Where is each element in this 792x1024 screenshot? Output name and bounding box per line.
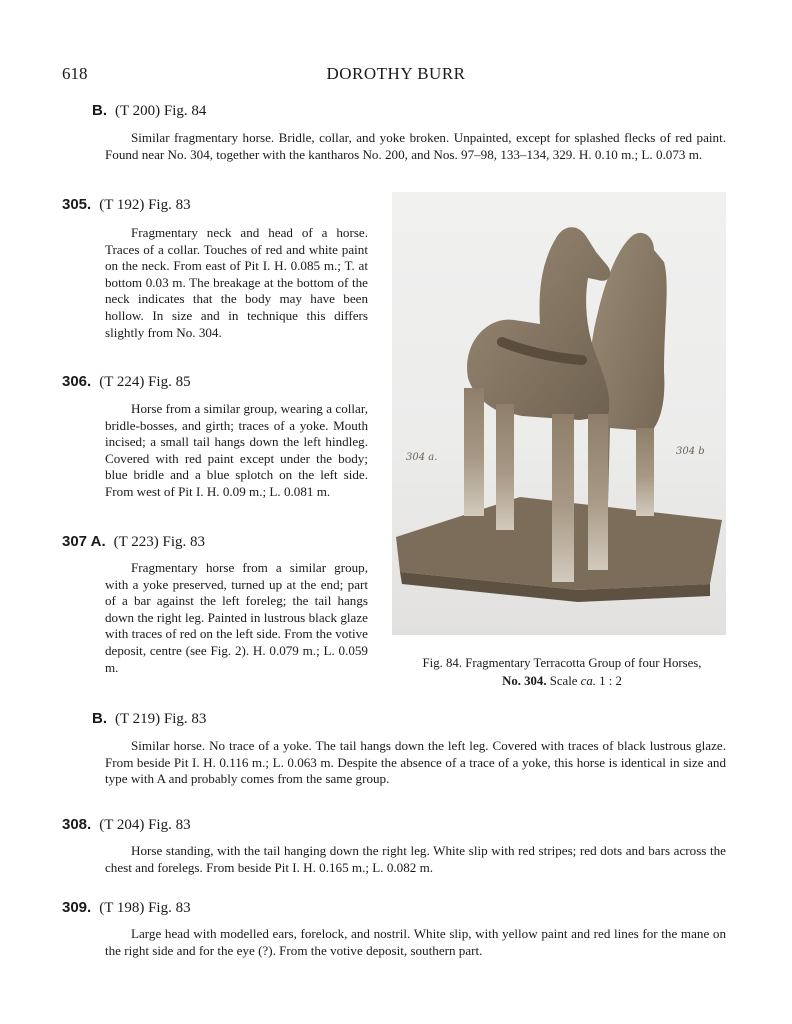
text-line: hollow. In size and in technique this <box>105 307 326 323</box>
caption-ratio: 1 : 2 <box>599 674 622 688</box>
text-line: west of Pit I. H. 0.09 m.; L. 0.081 m. <box>136 483 331 499</box>
text-line: The breakage at the bottom of the neck <box>105 274 368 307</box>
entry-ref: (T 192) Fig. 83 <box>99 197 191 213</box>
entry-heading <box>62 373 191 391</box>
entry-heading <box>92 710 206 728</box>
figure-photo <box>392 192 726 635</box>
entry-ref: (T 198) Fig. 83 <box>99 900 191 916</box>
text-line: yoke. Mouth incised; a small tail hangs <box>105 417 369 450</box>
entry-text <box>105 225 368 341</box>
entry-number: 305. <box>62 196 92 213</box>
text-line: group, with a yoke preserved, turned up <box>105 560 368 592</box>
running-head: DOROTHY BURR <box>326 64 466 83</box>
text-line: differs slightly from No. 304. <box>105 307 368 340</box>
caption-ca: ca. <box>580 674 596 688</box>
text-line: of Pit I. H. 0.085 m.; T. at bottom 0.03 m. <box>105 258 368 290</box>
text-line: collar, bridle-bosses, and girth; traces of a <box>105 401 368 433</box>
text-line: 133–134, 329. H. 0.10 m.; L. 0.073 m. <box>500 146 703 162</box>
text-line: dots and bars across the chest and forelegs. From beside Pit I. H. 0.165 m.; L. 0.082 m. <box>105 843 726 875</box>
text-line: horse. Traces of a collar. Touches of red <box>105 225 368 257</box>
caption-number: No. 304. <box>502 674 547 688</box>
text-line: Horse from a similar group, wearing a <box>131 401 333 416</box>
text-line: deposit, centre (see Fig. 2). H. 0.079 m.; <box>105 642 320 658</box>
text-line: and white paint on the neck. From east <box>105 241 368 274</box>
figure-caption <box>392 654 732 690</box>
entry-ref: (T 200) Fig. 84 <box>115 103 207 119</box>
caption-line: Fig. 84. Fragmentary Terracotta Group of four Horses, <box>422 656 702 670</box>
text-line: and a blue splotch on the left side. From <box>105 467 368 499</box>
text-line: L. 0.059 m. <box>105 642 368 675</box>
entry-heading <box>62 196 191 214</box>
text-line: Fragmentary horse from a similar <box>131 560 327 575</box>
text-line: Painted in lustrous black glaze with traces <box>105 609 368 642</box>
entry-number: 309. <box>62 899 92 916</box>
text-line: black lustrous glaze. From beside Pit I. H. 0.116 m.; L. 0.063 m. Despite the absence of a trace <box>105 738 726 770</box>
entry-text <box>105 843 726 876</box>
text-line: Horse standing, with the tail hanging down the right leg. White slip with red stripes; red <box>131 843 597 858</box>
entry-text <box>105 130 726 163</box>
entry-number: 308. <box>62 816 92 833</box>
text-line: of a yoke, this horse is identical in size and type with A and probably comes from the same group. <box>105 754 726 787</box>
entry-number: B. <box>92 710 107 727</box>
entry-text <box>105 401 368 501</box>
text-line: of red on the left side. From the votive <box>165 626 368 642</box>
entry-text <box>105 926 726 959</box>
entry-heading <box>62 816 191 834</box>
entry-ref: (T 224) Fig. 85 <box>99 374 191 390</box>
text-line: foreleg; the tail hangs down the right leg. <box>105 593 368 625</box>
entry-text <box>105 738 726 788</box>
entry-number: 306. <box>62 373 92 390</box>
entry-ref: (T 223) Fig. 83 <box>113 534 206 550</box>
terracotta-horses-illustration <box>392 192 726 635</box>
text-line: lines for the mane on the right side and for the eye (?). From the votive deposit, southern part. <box>105 926 726 958</box>
page-number: 618 <box>62 64 88 83</box>
entry-heading <box>62 899 191 917</box>
entry-heading <box>92 102 206 120</box>
entry-text <box>105 560 368 676</box>
text-line: Fragmentary neck and head of a <box>131 225 328 240</box>
text-line: flecks of red paint. Found near No. 304, together with the kantharos No. 200, and Nos. 97–98, <box>105 130 726 162</box>
text-line: Large head with modelled ears, forelock, and nostril. White slip, with yellow paint and red <box>131 926 611 941</box>
caption-scale: Scale <box>549 674 578 688</box>
entry-ref: (T 204) Fig. 83 <box>99 817 191 833</box>
text-line: Similar horse. No trace of a yoke. The tail hangs down the left leg. Covered with traces of <box>131 738 614 753</box>
text-line: paint except under the body; blue bridle <box>105 450 368 483</box>
text-line: at the end; part of a bar against the left <box>105 576 369 609</box>
specimen-label: 304 b <box>676 446 705 457</box>
specimen-label: 304 a. <box>406 452 438 463</box>
entry-heading <box>62 533 205 551</box>
text-line: indicates that the body may have been <box>138 291 368 307</box>
entry-ref: (T 219) Fig. 83 <box>115 711 207 727</box>
entry-number: B. <box>92 102 107 119</box>
entry-number: 307 A. <box>62 533 106 550</box>
caption-line <box>392 672 732 690</box>
text-line: Similar fragmentary horse. Bridle, collar, and yoke broken. Unpainted, except for splashed <box>131 130 620 145</box>
text-line: down the left hindleg. Covered with red <box>105 434 368 466</box>
